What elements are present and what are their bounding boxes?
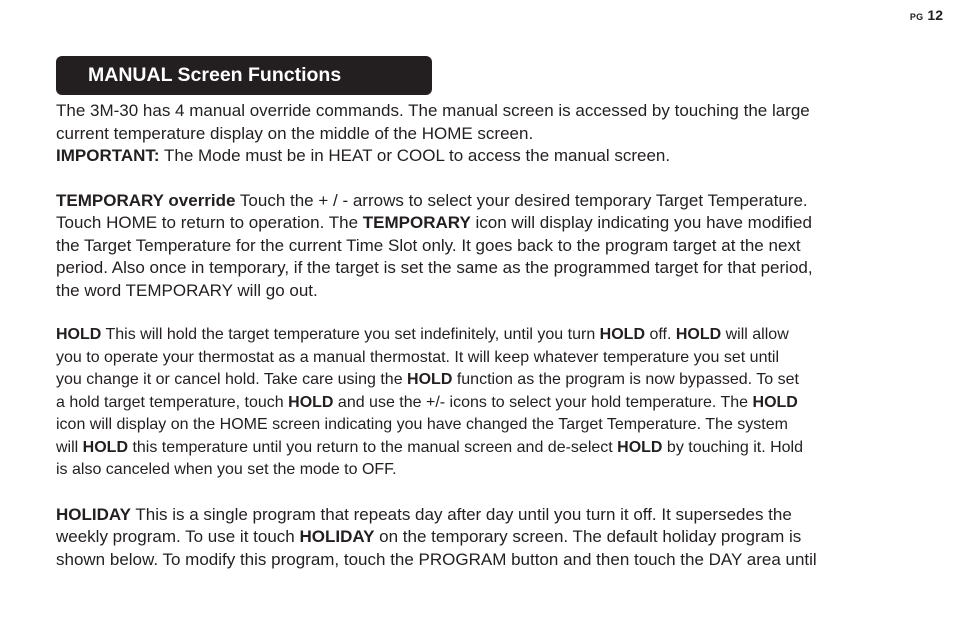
temporary-line: Touch HOME to return to operation. The TEMPORARY icon will display indicating you have modified — [56, 213, 812, 232]
hold-line: will HOLD this temperature until you return to the manual screen and de-select HOLD by touching it. Hold — [56, 438, 804, 456]
hold-line: you change it or cancel hold. Take care using the HOLD function as the program is now bypassed. To set — [56, 371, 799, 388]
intro-paragraph — [56, 100, 926, 168]
temporary-override-paragraph — [56, 190, 926, 303]
intro-line: The 3M-30 has 4 manual override commands. The manual screen is accessed by touching the large — [56, 101, 810, 120]
hold-line: a hold target temperature, touch HOLD and use the +/- icons to select your hold temperature. The HOLD — [56, 393, 798, 411]
holiday-label: HOLIDAY — [56, 504, 131, 524]
section-header-banner — [56, 56, 432, 95]
hold-line: icon will display on the HOME screen indicating you have changed the Target Temperature. The system — [56, 416, 788, 433]
hold-paragraph — [56, 324, 926, 482]
temporary-label: TEMPORARY override — [56, 190, 236, 210]
intro-line: current temperature display on the middle of the HOME screen. — [56, 123, 534, 143]
hold-label: HOLD — [56, 326, 102, 343]
page-prefix: PG — [909, 12, 924, 22]
page-number — [910, 7, 943, 25]
section-title: MANUAL Screen Functions — [88, 64, 342, 86]
hold-line: is also canceled when you set the mode to OFF. — [56, 461, 397, 478]
holiday-line: shown below. To modify this program, touch the PROGRAM button and then touch the DAY area until — [56, 549, 817, 569]
temporary-line: the Target Temperature for the current Time Slot only. It goes back to the program target at the next — [56, 235, 801, 255]
holiday-paragraph — [56, 504, 926, 572]
temporary-line: TEMPORARY override Touch the + / - arrows to select your desired temporary Target Temperature. — [56, 190, 808, 210]
important-note: IMPORTANT: The Mode must be in HEAT or COOL to access the manual screen. — [56, 146, 671, 165]
temporary-line: period. Also once in temporary, if the target is set the same as the programmed target for that period, — [56, 258, 813, 277]
important-label: IMPORTANT: — [56, 146, 160, 165]
hold-line: HOLD This will hold the target temperature you set indefinitely, until you turn HOLD off. HOLD will allow — [56, 326, 789, 343]
page-number-value: 12 — [927, 7, 943, 23]
holiday-line: weekly program. To use it touch HOLIDAY on the temporary screen. The default holiday program is — [56, 527, 802, 546]
document-body — [56, 100, 926, 571]
temporary-line: the word TEMPORARY will go out. — [56, 280, 318, 300]
holiday-line: HOLIDAY This is a single program that repeats day after day until you turn it off. It supersedes the — [56, 504, 792, 524]
hold-line: you to operate your thermostat as a manual thermostat. It will keep whatever temperature you set until — [56, 348, 780, 366]
